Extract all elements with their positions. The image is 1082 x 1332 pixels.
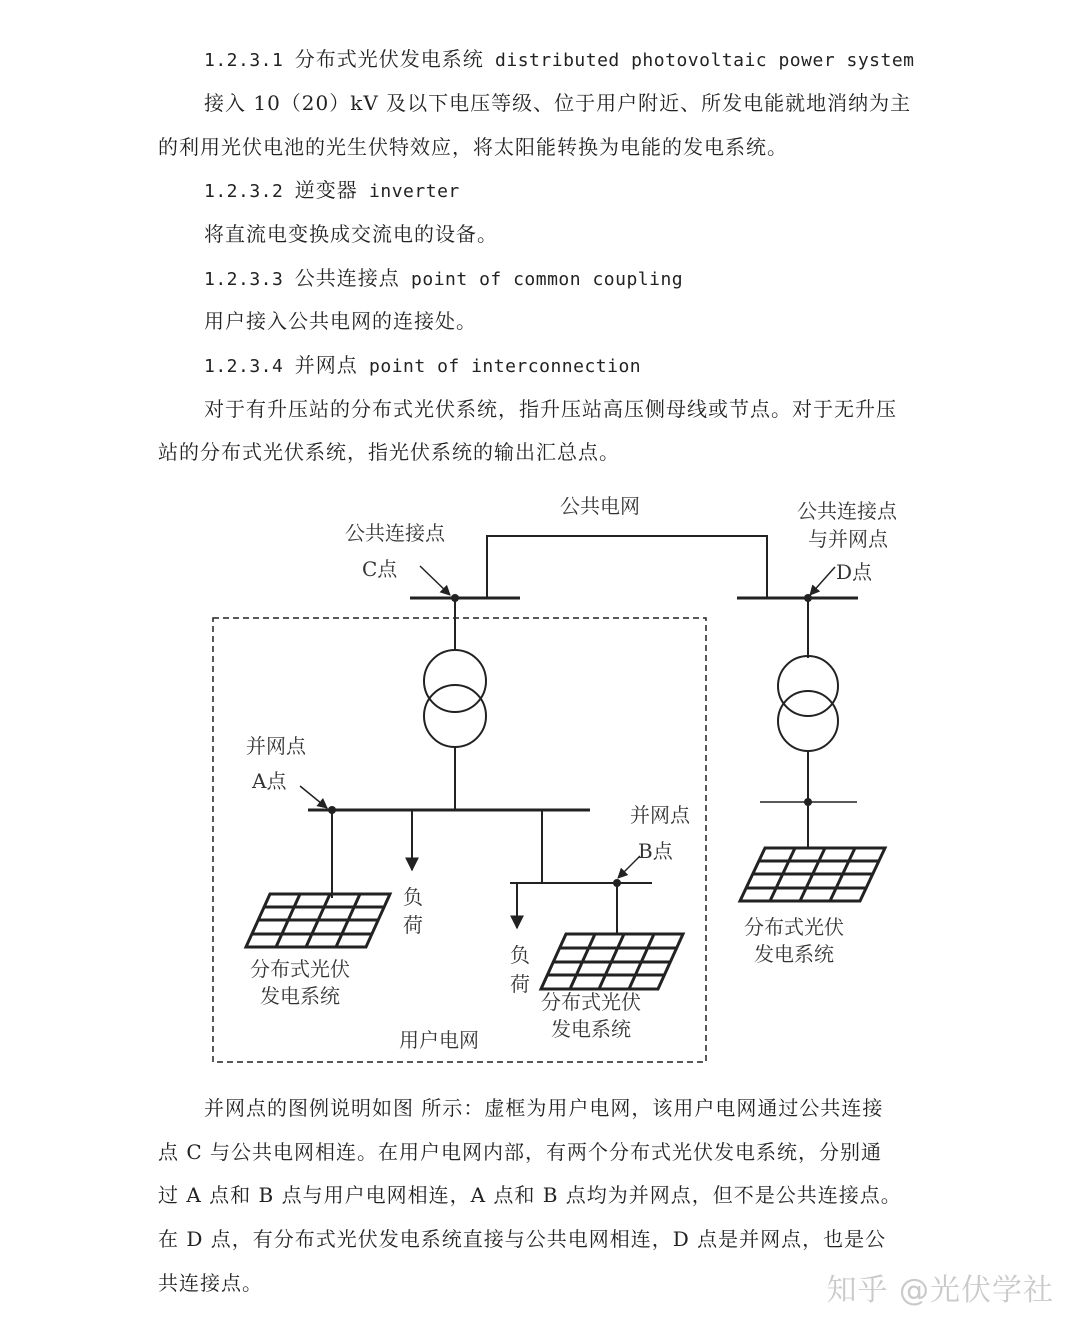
label-pcc-d-title: 公共连接点 xyxy=(797,499,897,523)
paragraph-line: 将直流电变换成交流电的设备。 xyxy=(204,222,498,246)
section-title-cn: 公共连接点 xyxy=(294,266,400,290)
section-title-cn: 并网点 xyxy=(294,353,358,377)
paragraph-line: 在 D 点，有分布式光伏发电系统直接与公共电网相连，D 点是并网点，也是公 xyxy=(158,1227,887,1251)
label-point-b: B点 xyxy=(638,839,673,863)
paragraph-line: 过 A 点和 B 点与用户电网相连，A 点和 B 点均为并网点，但不是公共连接点。 xyxy=(158,1183,902,1207)
paragraph-line: 站的分布式光伏系统，指光伏系统的输出汇总点。 xyxy=(158,440,620,464)
paragraph-line: 并网点的图例说明如图 所示：虚框为用户电网，该用户电网通过公共连接 xyxy=(204,1096,884,1120)
section-heading-1233 xyxy=(204,264,683,294)
label-load-2-char1: 负 xyxy=(510,943,530,967)
section-number: 1.2.3.3 xyxy=(204,269,284,290)
label-pcc-d-subtitle: 与并网点 xyxy=(808,527,888,551)
paragraph-line: 用户接入公共电网的连接处。 xyxy=(204,309,477,333)
section-title-cn: 分布式光伏发电系统 xyxy=(294,47,484,71)
section-title-en: point of common coupling xyxy=(411,269,684,290)
section-title-cn: 逆变器 xyxy=(294,178,358,202)
label-pv-d-line1: 分布式光伏 xyxy=(744,915,844,939)
section-number: 1.2.3.2 xyxy=(204,181,284,202)
section-number: 1.2.3.1 xyxy=(204,50,284,71)
label-poi-a-title: 并网点 xyxy=(246,734,306,758)
label-public-grid: 公共电网 xyxy=(560,494,640,518)
paragraph-line: 的利用光伏电池的光生伏特效应，将太阳能转换为电能的发电系统。 xyxy=(158,135,788,159)
label-pv-a-line1: 分布式光伏 xyxy=(250,957,350,981)
transformer-d-coil-2 xyxy=(778,691,838,751)
paragraph-line: 接入 10（20）kV 及以下电压等级、位于用户附近、所发电能就地消纳为主 xyxy=(204,91,912,115)
section-title-en: distributed photovoltaic power system xyxy=(495,50,915,71)
label-pv-b-line2: 发电系统 xyxy=(551,1017,631,1041)
transformer-d-coil-1 xyxy=(778,656,838,716)
section-title-en: inverter xyxy=(369,181,460,202)
grid-connection-diagram xyxy=(0,480,1082,1080)
label-pv-d-line2: 发电系统 xyxy=(754,942,834,966)
label-load-2-char2: 荷 xyxy=(510,972,530,996)
transformer-c-coil-2 xyxy=(424,685,486,747)
label-load-1-char1: 负 xyxy=(403,885,423,909)
section-title-en: point of interconnection xyxy=(369,356,642,377)
transformer-c-coil-1 xyxy=(424,650,486,712)
label-pv-b-line1: 分布式光伏 xyxy=(541,990,641,1014)
watermark: 知乎 @光伏学社 xyxy=(826,1273,1054,1308)
label-point-a: A点 xyxy=(252,769,287,793)
paragraph-line: 共连接点。 xyxy=(158,1271,263,1295)
public-grid-link xyxy=(487,536,767,598)
paragraph-line: 对于有升压站的分布式光伏系统，指升压站高压侧母线或节点。对于无升压 xyxy=(204,397,897,421)
paragraph-line: 点 C 与公共电网相连。在用户电网内部，有两个分布式光伏发电系统，分别通 xyxy=(158,1140,883,1164)
label-poi-b-title: 并网点 xyxy=(630,803,690,827)
label-load-1-char2: 荷 xyxy=(403,913,423,937)
label-pcc-c-title: 公共连接点 xyxy=(345,521,445,545)
label-user-grid: 用户电网 xyxy=(399,1028,479,1052)
label-pv-a-line2: 发电系统 xyxy=(260,984,340,1008)
section-heading-1234 xyxy=(204,351,641,381)
section-heading-1232 xyxy=(204,176,460,206)
pv-panel-d xyxy=(740,848,885,901)
label-point-d: D点 xyxy=(836,560,873,584)
pv-panel-a xyxy=(246,894,390,947)
pv-panel-b xyxy=(541,934,683,989)
section-heading-1231 xyxy=(204,45,915,75)
label-point-c: C点 xyxy=(362,557,398,581)
section-number: 1.2.3.4 xyxy=(204,356,284,377)
